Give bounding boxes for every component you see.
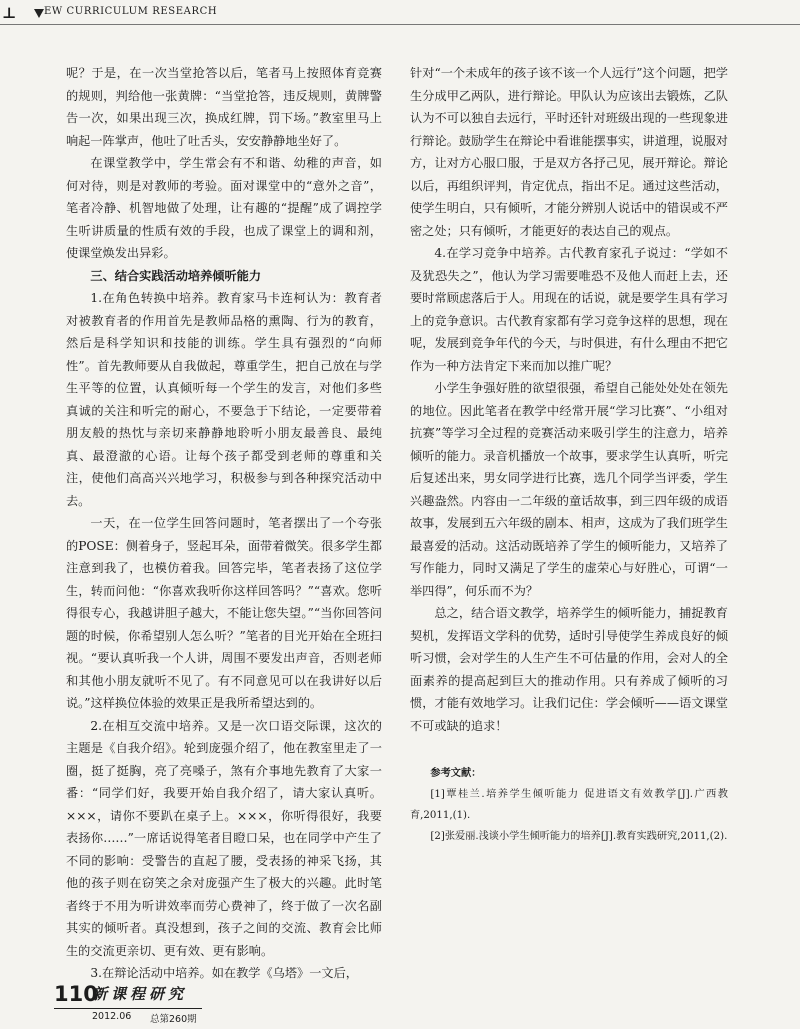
right-column [410,62,728,847]
footer-rule [54,1008,202,1009]
references-heading: 参考文献： [430,768,482,779]
paragraph: 小学生争强好胜的欲望很强，希望自己能处处处在领先的地位。因此笔者在教学中经常开展“学习比赛”、“小组对抗赛”等学习全过程的竞赛活动来吸引学生的注意力，培养倾听的能力。录音机播放一个故事，要求学生认真听，听完后复述出来，男女同学进行比赛，选几个同学当评委，学生兴趣盎然。内容由一二年级的童话故事，到三四年级的成语故事，发展到五六年级的剧本、相声，这成为了我们班学生最喜爱的活动。这活动既培养了学生的倾听能力，又培养了写作能力，同时又满足了学生的虚荣心与好胜心，可谓“一举四得”，何乐而不为？ [410,381,728,598]
reference-item: [2]张爱丽.浅谈小学生倾听能力的培养[J].教育实践研究,2011,(2). [430,831,728,842]
page-header [0,0,800,30]
paragraph: 一天，在一位学生回答问题时，笔者摆出了一个夸张的POSE：侧着身子，竖起耳朵，面带着微笑。很多学生都注意到我了，也模仿着我。回答完毕，笔者表扬了这位学生，转而问他：“你喜欢我听你这样回答吗？”“喜欢。您听得很专心，我越讲胆子越大，不能让您失望。”“当你回答问题的时候，你希望别人怎么听？”笔者的目光开始在全班扫视。“要认真听我一个人讲，周围不要发出声音，否则老师和其他小朋友就听不见了。有不同意见可以在我讲好以后说。”这样换位体验的效果正是我所希望达到的。 [66,516,382,710]
footer-issue: 总第260期 [150,1014,197,1025]
paragraph: 在课堂教学中，学生常会有不和谐、幼稚的声音，如何对待，则是对教师的考验。面对课堂中的“意外之音”，笔者冷静、机智地做了处理，让有趣的“提醒”成了调控学生听讲质量的性质有效的手段，也成了课堂上的调和剂，使课堂焕发出异彩。 [66,156,382,260]
paragraph: 总之，结合语文教学，培养学生的倾听能力，捕捉教育契机，发挥语文学科的优势，适时引导使学生养成良好的倾听习惯，会对学生的人生产生不可估量的作用，会对人的全面素养的提高起到巨大的推动作用。只有养成了倾听的习惯，才能有效地学习。让我们记住：学会倾听——语文课堂不可或缺的追求！ [410,606,728,733]
references-list [410,784,728,847]
header-mark: ⊥ [2,4,17,22]
footer-date: 2012.06 [92,1011,132,1022]
section-heading: 三、结合实践活动培养倾听能力 [90,268,262,283]
paragraph: 1.在角色转换中培养。教育家马卡连柯认为：教育者对被教育者的作用首先是教师品格的熏陶、行为的教育，然后是科学知识和技能的训练。学生具有强烈的“向师性”。首先教师要从自我做起，尊重学生，把自己放在与学生平等的位置，认真倾听每一个学生的发言，对他们多些真诚的关注和听完的耐心，不要急于下结论，一定要带着朋友般的热忱与亲切来静静地聆听小朋友最善良、最纯真、最澄澈的心语。让每个孩子都受到老师的尊重和关注，使他们高高兴兴地学习，积极参与到各种探究活动中去。 [66,291,382,508]
paragraph: 3.在辩论活动中培养。如在教学《乌塔》一文后， [90,966,358,980]
right-column-body [410,62,728,737]
paragraph: 针对“一个未成年的孩子该不该一个人远行”这个问题，把学生分成甲乙两队，进行辩论。甲队认为应该出去锻炼，乙队认为不可以独自去远行，平时还针对班级出现的一些现象进行辩论。鼓励学生在辩论中看谁能摆事实，讲道理，说服对方，让对方心服口服，于是双方各抒己见，展开辩论。辩论以后，再组织评判，肯定优点，指出不足。通过这些活动，使学生明白，只有倾听，才能分辨别人说话中的错误或不严密之处；只有倾听，才能更好的表达自己的观点。 [410,66,728,238]
header-triangle-icon [34,9,44,18]
reference-item: [1]覃桂兰.培养学生倾听能力 促进语文有效教学[J].广西教育,2011,(1). [410,789,728,821]
left-column [66,62,382,985]
paragraph: 4.在学习竞争中培养。古代教育家孔子说过：“学如不及犹恐失之”，他认为学习需要唯恐不及他人而赶上去，还要时常顾虑落后于人。用现在的话说，就是要学生具有学习上的竞争意识。古代教育家都有学习竞争这样的思想，现在呢，发展到竞争年代的今天，与时俱进，有什么理由不把它作为一种方法肯定下来而加以推广呢？ [410,246,728,373]
references [410,763,728,847]
page-footer [0,976,800,1029]
paragraph: 2.在相互交流中培养。又是一次口语交际课，这次的主题是《自我介绍》。轮到庞强介绍了，他在教室里走了一圈，挺了挺胸，亮了亮嗓子，煞有介事地先教育了大家一番：“同学们好，我要开始自我介绍了，请大家认真听。×××，请你不要趴在桌子上。×××，你听得很好，我要表扬你……”一席话说得笔者目瞪口呆，也在同学中产生了不同的影响：受警告的直起了腰，受表扬的神采飞扬，其他的孩子则在窃笑之余对庞强产生了极大的兴趣。此时笔者终于不用为听讲效率而劳心费神了，终于做了一次名副其实的倾听者。真没想到，孩子之间的交流、教育会比师生的交流更亲切、更有效、更有影响。 [66,718,382,958]
header-rule [0,24,800,25]
footer-journal-name: 新课程研究 [92,985,188,1003]
paragraph: 呢？于是，在一次当堂抢答以后，笔者马上按照体育竞赛的规则，判给他一张黄牌：“当堂抢答，违反规则，黄牌警告一次，如果出现三次，换成红牌，罚下场。”教室里马上响起一阵掌声，他吐了吐舌头，安安静静地坐好了。 [66,66,382,148]
journal-running-title: EW CURRICULUM RESEARCH [44,6,218,17]
page-number: 110 [54,982,98,1006]
